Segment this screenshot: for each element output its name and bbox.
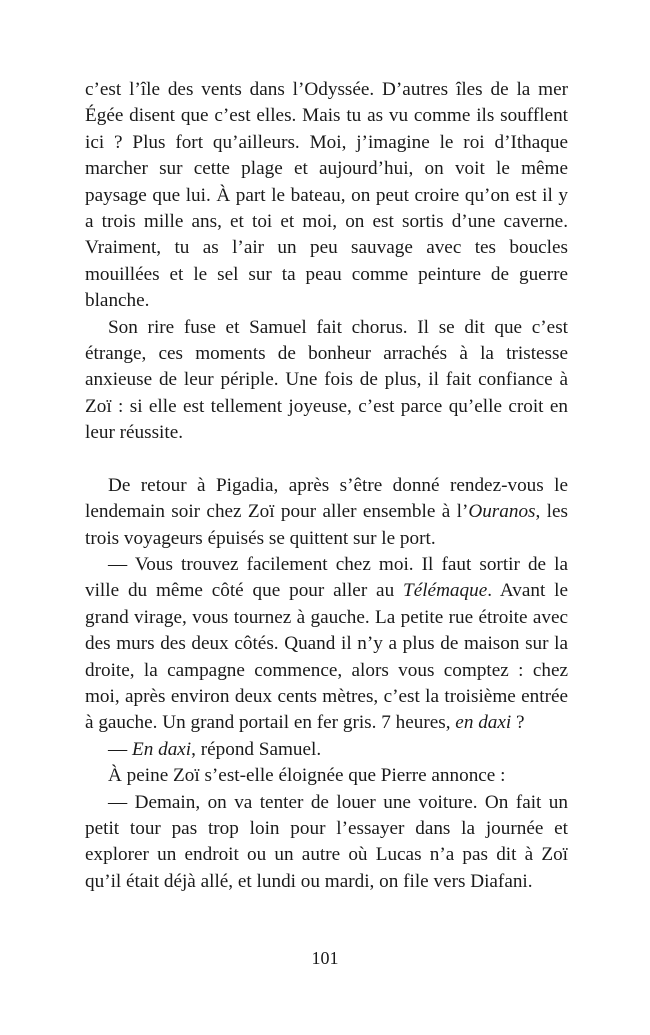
text-segment: — Demain, on va tenter de louer une voiture. On fait un petit tour pas trop loin pour l’essayer dans la journée et explorer un endroit ou un autre où Lucas n’a pas dit à Zoï qu’il était déjà allé, et lundi ou mardi, on file vers Diafani. [85,791,568,892]
text-segment: Son rire fuse et Samuel fait chorus. Il se dit que c’est étrange, ces moments de bonheur arrachés à la tristesse anxieuse de leur périple. Une fois de plus, il fait confiance à Zoï : si elle est tellement joyeuse, c’est parce qu’elle croit en leur réussite. [85,316,568,444]
paragraph-4 [85,552,568,737]
italic-title-telemaque: Télémaque [403,580,488,602]
italic-phrase-en-daxi: en daxi [455,712,512,734]
italic-title-ouranos: Ouranos [468,501,536,523]
text-segment: ? [511,712,525,734]
text-segment: c’est l’île des vents dans l’Odyssée. D’autres îles de la mer Égée disent que c’est elles. Mais tu as vu comme ils soufflent ici ? Plus fort qu’ailleurs. Moi, j’imagine le roi d’Ithaque marcher sur cette plage et aujourd’hui, on voit le même paysage que lui. À part le bateau, on peut croire qu’on est il y a trois mille ans, et toi et moi, on est sortis d’une caverne. Vraiment, tu as l’air un peu sauvage avec tes boucles mouillées et le sel sur ta peau comme peinture de guerre blanche. [85,79,568,312]
text-segment: , les trois voyageurs épuisés se quittent sur le port. [85,501,568,549]
page-text [85,77,568,895]
text-segment: De retour à Pigadia, après s’être donné rendez-vous le lendemain soir chez Zoï pour aller ensemble à l’ [85,474,568,523]
paragraph-5 [85,737,568,763]
paragraph-2 [85,315,568,447]
text-segment: . Avant le grand virage, vous tournez à gauche. La petite rue étroite avec des murs des deux côtés. Quand il n’y a plus de maison sur la droite, la campagne commence, alors vous comptez : chez moi, après environ deux cents mètres, c’est la troisième entrée à gauche. Un grand portail en fer gris. 7 heures, [85,580,568,734]
text-segment: À peine Zoï s’est-elle éloignée que Pierre annonce : [108,765,506,787]
text-segment: — Vous trouvez facilement chez moi. Il faut sortir de la ville du même côté que pour aller au [85,553,568,602]
page-number: 101 [311,948,339,968]
italic-phrase-en-daxi: En daxi [131,738,192,760]
paragraph-3 [85,473,568,552]
text-segment: — [108,738,132,760]
paragraph-1 [85,77,568,315]
paragraph-7 [85,790,568,896]
text-segment: , répond Samuel. [191,738,322,760]
paragraph-6 [85,763,568,789]
